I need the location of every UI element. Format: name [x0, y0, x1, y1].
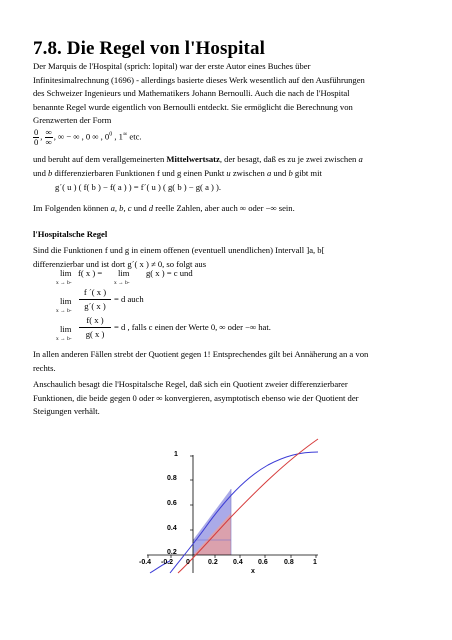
mvs-line-2: und b differenzierbaren Funktionen f und g einen Punkt u zwischen a und b gibt mit: [33, 167, 322, 178]
lim-operator: lim: [60, 324, 72, 334]
mittelwertsatz-paragraph: [33, 153, 418, 180]
visual-line: Steigungen verhält.: [33, 406, 100, 417]
intro-line: Infinitesimalrechnung (1696) - allerdings basierte dieses Werk wesentlich auf den Ausführungen: [33, 74, 365, 85]
limit-g: g( x ) = c und: [146, 268, 193, 278]
lim-operator: lim: [118, 268, 130, 278]
blue-shaded-area: [193, 489, 231, 555]
red-shaded-area: [193, 513, 231, 555]
y-tick-label: 0.8: [167, 475, 177, 482]
page-title: 7.8. Die Regel von l'Hospital: [33, 38, 265, 59]
y-tick-marks: [190, 456, 193, 530]
fraction-numerator: f( x ): [86, 315, 104, 325]
intro-paragraph: [33, 60, 418, 128]
lim-subscript: x → b-: [56, 280, 72, 286]
y-tick-label: 1: [174, 451, 178, 458]
x-tick-label: 0.4: [233, 559, 243, 566]
intro-line: Grenzwerten der Form: [33, 115, 112, 126]
limit-result: = d auch: [114, 294, 144, 304]
lim-operator: lim: [60, 296, 72, 306]
lim-subscript: x → b-: [114, 280, 130, 286]
red-curve: [178, 439, 318, 573]
y-tick-label: 0.6: [167, 500, 177, 507]
other-line: rechts.: [33, 362, 56, 373]
rule-line: Sind die Funktionen f und g in einem offenen (eventuell unendlichen) Intervall ]a, b[: [33, 245, 325, 255]
x-tick-label: 0.6: [258, 559, 268, 566]
fraction-bar: [79, 327, 111, 328]
visual-paragraph: [33, 378, 418, 419]
x-tick-label: 0.8: [284, 559, 294, 566]
y-tick-label: 0.4: [167, 525, 177, 532]
intro-line: Der Marquis de l'Hospital (sprich: lopital) war der erste Autor eines Buches über: [33, 61, 311, 71]
fraction-numerator: f ´( x ): [83, 287, 107, 297]
section-heading: l'Hospitalsche Regel: [33, 229, 108, 239]
intro-line: des Schweizer Ingenieurs und Mathematikers Johann Bernoulli. Auch die nach de l'Hospital: [33, 88, 350, 99]
fraction-zero-zero: $\frac{0}{0}$: [34, 127, 39, 147]
indeterminate-forms: $\frac{0}{0}$ , $\frac{\infty}{\infty}$ , ∞ − ∞ , 0 ∞ , $0^0$ , 1∞ etc.: [34, 127, 142, 147]
limit-f: f( x ) =: [78, 268, 103, 278]
other-line: In allen anderen Fällen strebt der Quotient gegen 1! Entsprechendes gilt bei Annäherung an a von: [33, 349, 369, 359]
blue-curve: [170, 452, 318, 573]
lim-operator: lim: [60, 268, 72, 278]
intro-line: benannte Regel wurde eigentlich von Bernoulli entdeckt. Sie ermöglicht die Berechnung von: [33, 101, 353, 112]
lim-subscript: x → b-: [56, 308, 72, 314]
lim-subscript: x → b-: [56, 336, 72, 342]
rule-line: differenzierbar und ist dort g´( x ) ≠ 0, so folgt aus: [33, 258, 207, 269]
x-tick-label: -0.2: [161, 559, 174, 566]
other-cases-paragraph: [33, 348, 418, 375]
fraction-denominator: g´( x ): [84, 301, 106, 311]
visual-line: Funktionen, die beide gegen 0 oder ∞ konvergieren, asymptotisch ebenso wie der Quotient der: [33, 392, 359, 403]
limit-result: = d , falls c einen der Werte 0, ∞ oder −∞ hat.: [114, 322, 271, 332]
following-paragraph: Im Folgenden können a, b, c und d reelle Zahlen, aber auch ∞ oder −∞ sein.: [33, 203, 295, 213]
x-tick-label: 1: [313, 559, 317, 566]
x-axis-label: x: [251, 568, 255, 575]
fraction-bar: [79, 299, 111, 300]
x-tick-label: 0.2: [208, 559, 218, 566]
mvs-line-1: und beruht auf dem verallgemeinerten Mittelwertsatz, der besagt, daß es zu je zwei zwischen a: [33, 154, 363, 164]
mvs-formula: g´( u ) ( f( b ) − f( a ) ) = f´( u ) ( g( b ) − g( a ) ).: [55, 182, 222, 192]
x-tick-label: -0.4: [139, 559, 152, 566]
fraction-inf-inf: $\frac{\infty}{\infty}$: [45, 127, 52, 147]
x-tick-label: 0: [186, 559, 190, 566]
visual-line: Anschaulich besagt die l'Hospitalsche Regel, daß sich ein Quotient zweier differenzierbarer: [33, 379, 348, 389]
y-tick-label: 0.2: [167, 549, 177, 556]
fraction-denominator: g( x ): [85, 329, 105, 339]
